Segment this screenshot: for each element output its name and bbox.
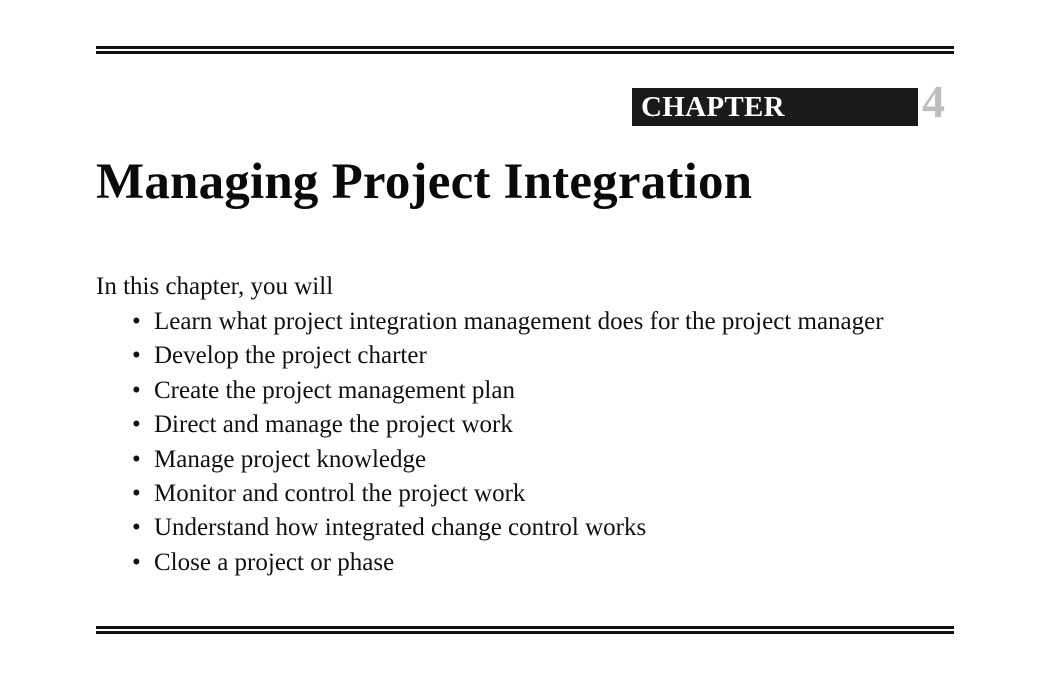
list-item xyxy=(132,444,894,476)
objective-text: Develop the project charter xyxy=(154,342,427,370)
list-item xyxy=(132,478,894,510)
objective-text: Monitor and control the project work xyxy=(154,479,526,507)
objective-text: Close a project or phase xyxy=(154,548,395,576)
bullet-icon: • xyxy=(132,411,141,439)
objective-text: Direct and manage the project work xyxy=(154,411,513,439)
bullet-icon: • xyxy=(132,479,141,507)
objectives-list xyxy=(132,306,894,581)
bullet-icon: • xyxy=(132,548,141,576)
bullet-icon: • xyxy=(132,308,141,335)
objective-text: Create the project management plan xyxy=(154,376,515,404)
list-item xyxy=(132,547,894,579)
bullet-icon: • xyxy=(132,342,141,370)
bottom-double-rule xyxy=(96,626,954,634)
list-item xyxy=(132,340,894,372)
chapter-label-tab xyxy=(632,88,918,126)
objective-text: Learn what project integration management does for the project manager xyxy=(154,308,884,335)
intro-text: In this chapter, you will xyxy=(96,273,334,300)
bullet-icon: • xyxy=(132,376,141,404)
chapter-number: 4 xyxy=(922,76,945,127)
chapter-title: Managing Project Integration xyxy=(96,154,753,210)
list-item xyxy=(132,409,894,441)
bullet-icon: • xyxy=(132,445,141,473)
top-double-rule xyxy=(96,46,954,54)
objective-text: Understand how integrated change control works xyxy=(154,514,647,542)
list-item xyxy=(132,375,894,407)
list-item xyxy=(132,512,894,544)
bullet-icon: • xyxy=(132,514,141,542)
chapter-label: CHAPTER xyxy=(641,91,785,123)
list-item xyxy=(132,306,894,338)
objective-text: Manage project knowledge xyxy=(154,445,427,473)
